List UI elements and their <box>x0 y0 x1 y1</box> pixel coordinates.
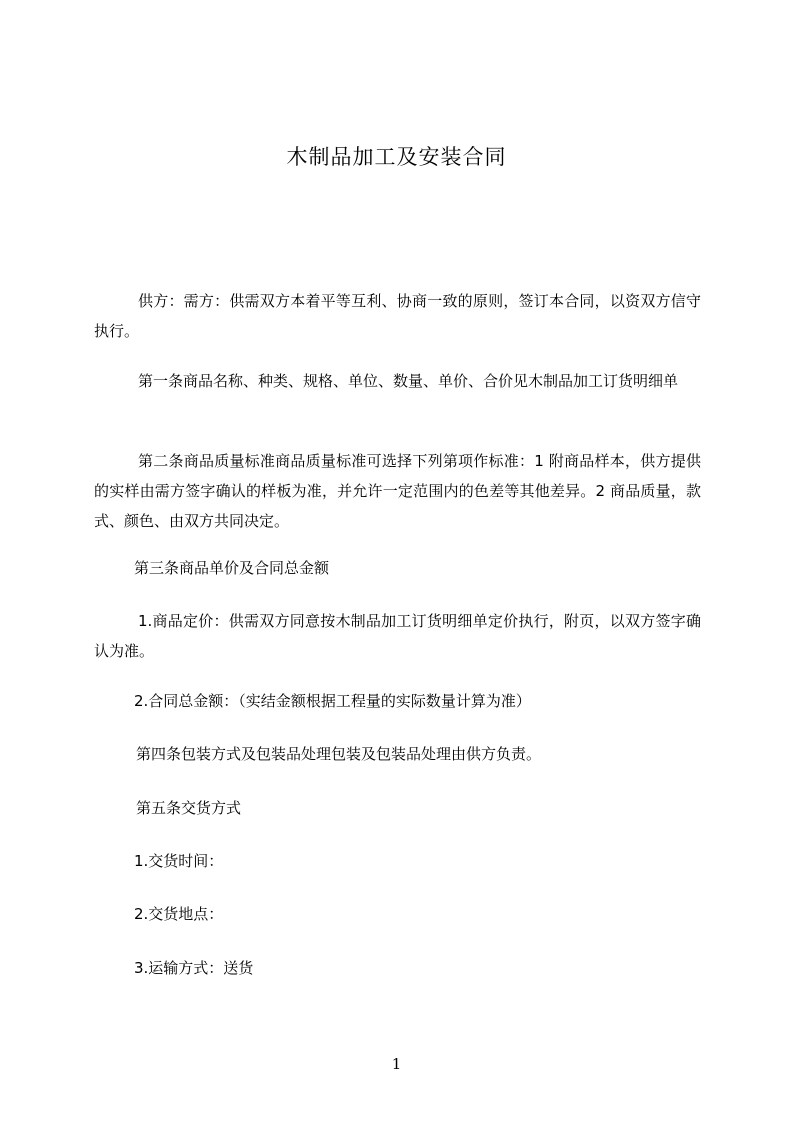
document-title: 木制品加工及安装合同 <box>286 145 507 169</box>
paragraph-transport: 3.运输方式：送货 <box>134 959 254 977</box>
paragraph-item-pricing: 1.商品定价：供需双方同意按木制品加工订货明细单定价执行，附页，以双方签字确认为准。 <box>94 612 701 660</box>
paragraph-article-1: 第一条商品名称、种类、规格、单位、数量、单价、合价见木制品加工订货明细单 <box>138 372 679 390</box>
paragraph-article-2: 第二条商品质量标准商品质量标准可选择下列第项作标准：1 附商品样本，供方提供的实样由需方签字确认的样板为准，并允许一定范围内的色差等其他差异。2 商品质量，款式、颜色、由双方共同决定。 <box>94 452 701 530</box>
paragraph-article-3: 第三条商品单价及合同总金额 <box>134 559 330 577</box>
paragraph-delivery-time: 1.交货时间： <box>134 852 224 870</box>
paragraph-item-total: 2.合同总金额：（实结金额根据工程量的实际数量计算为准） <box>134 692 531 710</box>
paragraph-parties: 供方：需方：供需双方本着平等互利、协商一致的原则，签订本合同，以资双方信守执行。 <box>94 292 701 340</box>
paragraph-delivery-place: 2.交货地点： <box>134 905 224 923</box>
paragraph-article-4: 第四条包装方式及包装品处理包装及包装品处理由供方负责。 <box>136 745 542 763</box>
paragraph-article-5: 第五条交货方式 <box>136 799 242 817</box>
page-number: 1 <box>391 1055 402 1073</box>
